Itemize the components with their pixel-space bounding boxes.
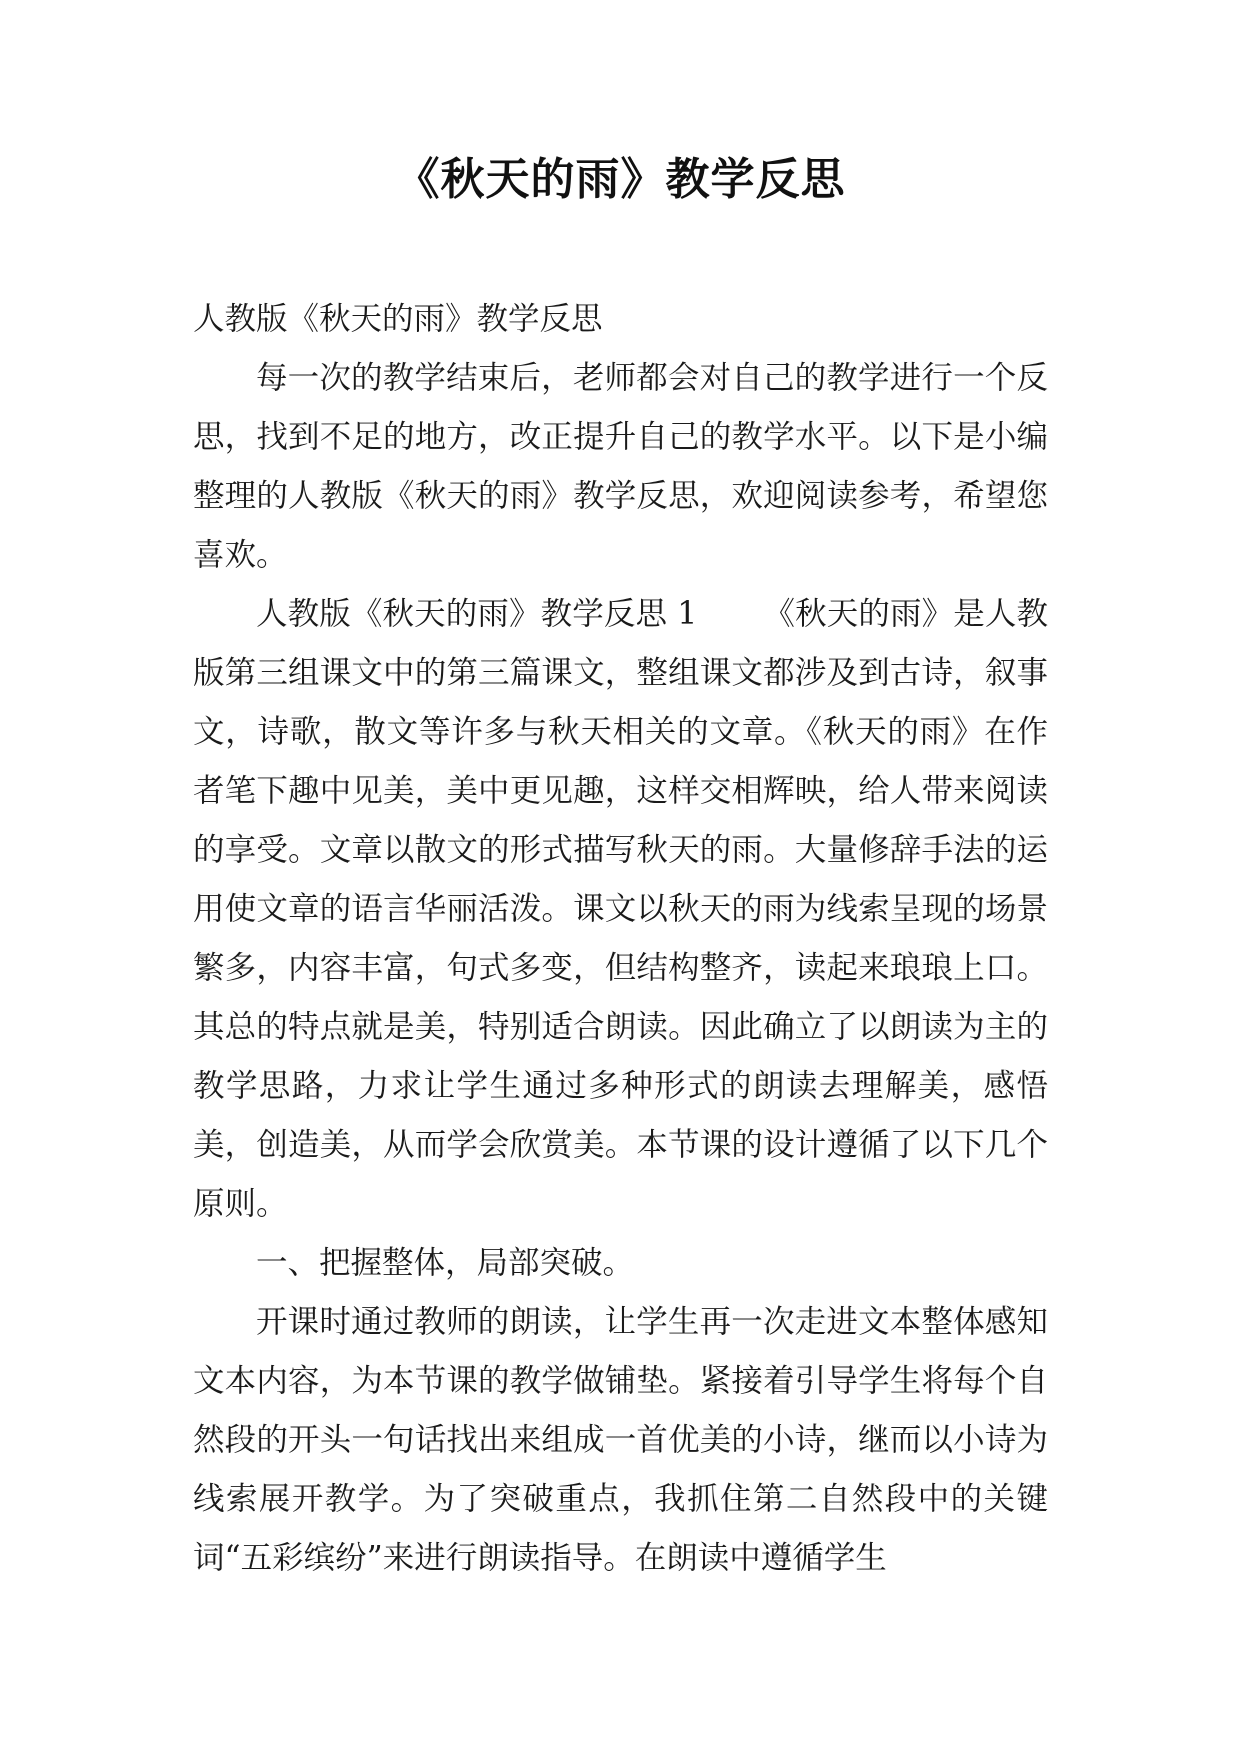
- document-title: 《秋天的雨》教学反思: [395, 154, 846, 205]
- document-body: [193, 290, 1048, 1588]
- reflection-1-paragraph: [193, 585, 1048, 1234]
- intro-paragraph: 每一次的教学结束后，老师都会对自己的教学进行一个反思，找到不足的地方，改正提升自己的教学水平。以下是小编整理的人教版《秋天的雨》教学反思，欢迎阅读参考，希望您喜欢。: [193, 360, 1048, 573]
- section-body: 《秋天的雨》是人教版第三组课文中的第三篇课文，整组课文都涉及到古诗，叙事文，诗歌，散文等许多与秋天相关的文章。《秋天的雨》在作者笔下趣中见美，美中更见趣，这样交相辉映，给人带来阅读的享受。文章以散文的形式描写秋天的雨。大量修辞手法的运用使文章的语言华丽活泼。课文以秋天的雨为线索呈现的场景繁多，内容丰富，句式多变，但结构整齐，读起来琅琅上口。其总的特点就是美，特别适合朗读。因此确立了以朗读为主的教学思路，力求让学生通过多种形式的朗读去理解美，感悟美，创造美，从而学会欣赏美。本节课的设计遵循了以下几个原则。: [193, 596, 1048, 1222]
- section-heading: 人教版《秋天的雨》教学反思 1: [256, 596, 698, 632]
- subtitle-paragraph: 人教版《秋天的雨》教学反思: [193, 301, 603, 337]
- principle-heading: 一、把握整体，局部突破。: [256, 1245, 635, 1281]
- principle-paragraph: 开课时通过教师的朗读，让学生再一次走进文本整体感知文本内容，为本节课的教学做铺垫。紧接着引导学生将每个自然段的开头一句话找出来组成一首优美的小诗，继而以小诗为线索展开教学。为了突破重点，我抓住第二自然段中的关键词“五彩缤纷”来进行朗读指导。在朗读中遵循学生: [193, 1304, 1048, 1576]
